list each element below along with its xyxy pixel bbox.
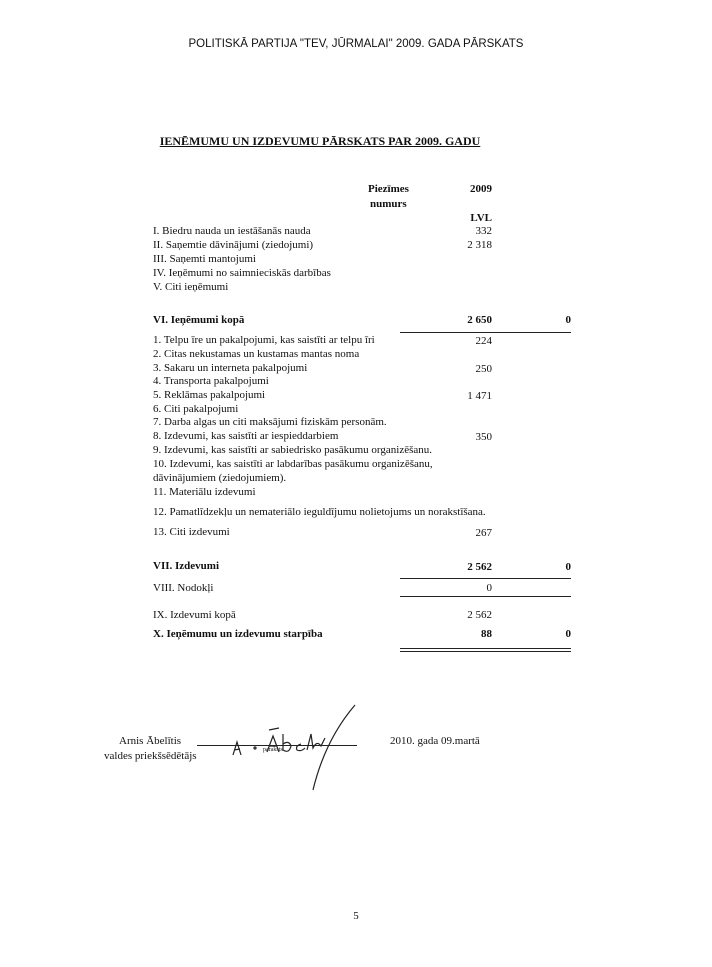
- notes-column-header: Piezīmes: [368, 183, 409, 195]
- expenses-total-label: VII. Izdevumi: [153, 560, 220, 572]
- expenses-all-value: 2 562: [467, 609, 492, 621]
- taxes-label: VIII. Nodokļi: [153, 582, 214, 594]
- expenses-row-label: 3. Sakaru un interneta pakalpojumi: [153, 362, 308, 374]
- income-row-label: III. Saņemti mantojumi: [153, 253, 256, 265]
- divider: [400, 596, 571, 597]
- expenses-row-label: 10. Izdevumi, kas saistīti ar labdarības pasākumu organizēšanu,: [153, 458, 433, 470]
- currency-label: LVL: [470, 212, 492, 224]
- income-row-label: IV. Ieņēmumi no saimnieciskās darbības: [153, 267, 331, 279]
- income-row-label: I. Biedru nauda un iestāšanās nauda: [153, 225, 311, 237]
- handwritten-signature: [225, 700, 365, 795]
- divider: [400, 332, 571, 333]
- signer-name: Arnis Ābelītis: [119, 735, 182, 747]
- expenses-row-label: 6. Citi pakalpojumi: [153, 403, 239, 415]
- difference-value: 88: [481, 628, 492, 640]
- expenses-row-label: 1. Telpu īre un pakalpojumi, kas saistīti ar telpu īri: [153, 334, 375, 346]
- page-header: POLITISKĀ PARTIJA "TEV, JŪRMALAI" 2009. GADA PĀRSKATS: [188, 38, 524, 50]
- signature-caption: paraksts: [263, 747, 283, 753]
- expenses-row-value: 267: [475, 527, 492, 539]
- expenses-row-value: 224: [475, 335, 492, 347]
- expenses-row-value: 250: [475, 363, 492, 375]
- divider: [400, 578, 571, 579]
- signer-position: valdes priekšsēdētājs: [104, 750, 197, 762]
- income-total-value: 2 650: [467, 314, 492, 326]
- difference-prev: 0: [565, 628, 571, 640]
- income-row-value: 332: [475, 225, 492, 237]
- income-total-prev: 0: [565, 314, 571, 326]
- expenses-row-label: 4. Transporta pakalpojumi: [153, 375, 269, 387]
- double-divider: [400, 648, 571, 652]
- expenses-all-label: IX. Izdevumi kopā: [153, 609, 236, 621]
- expenses-total-prev: 0: [565, 561, 571, 573]
- expenses-row-label: 13. Citi izdevumi: [153, 526, 230, 538]
- page-number: 5: [353, 910, 359, 922]
- expenses-row-value: 350: [475, 431, 492, 443]
- expenses-row-label: 9. Izdevumi, kas saistīti ar sabiedrisko pasākumu organizēšanu.: [153, 444, 433, 456]
- income-total-label: VI. Ieņēmumi kopā: [153, 314, 245, 326]
- notes-column-header-2: numurs: [370, 198, 407, 210]
- signature-date: 2010. gada 09.martā: [390, 735, 480, 747]
- expenses-row-label: 8. Izdevumi, kas saistīti ar iespieddarbiem: [153, 430, 339, 442]
- expenses-row-label: 11. Materiālu izdevumi: [153, 486, 256, 498]
- difference-label: X. Ieņēmumu un izdevumu starpība: [153, 628, 323, 640]
- taxes-value: 0: [486, 582, 492, 594]
- income-row-value: 2 318: [467, 239, 492, 251]
- expenses-row-value: 1 471: [467, 390, 492, 402]
- expenses-row-label: 7. Darba algas un citi maksājumi fiziskām personām.: [153, 416, 387, 428]
- expenses-total-value: 2 562: [467, 561, 492, 573]
- income-row-label: II. Saņemtie dāvinājumi (ziedojumi): [153, 239, 314, 251]
- income-row-label: V. Citi ieņēmumi: [153, 281, 229, 293]
- expenses-row-label: 2. Citas nekustamas un kustamas mantas noma: [153, 348, 360, 360]
- report-title: IENĒMUMU UN IZDEVUMU PĀRSKATS PAR 2009. GADU: [159, 134, 481, 148]
- expenses-row-label: dāvinājumiem (ziedojumiem).: [153, 472, 287, 484]
- expenses-row-label: 12. Pamatlīdzekļu un nemateriālo ieguldījumu nolietojums un norakstīšana.: [153, 506, 486, 518]
- year-column-header: 2009: [470, 183, 492, 195]
- expenses-row-label: 5. Reklāmas pakalpojumi: [153, 389, 266, 401]
